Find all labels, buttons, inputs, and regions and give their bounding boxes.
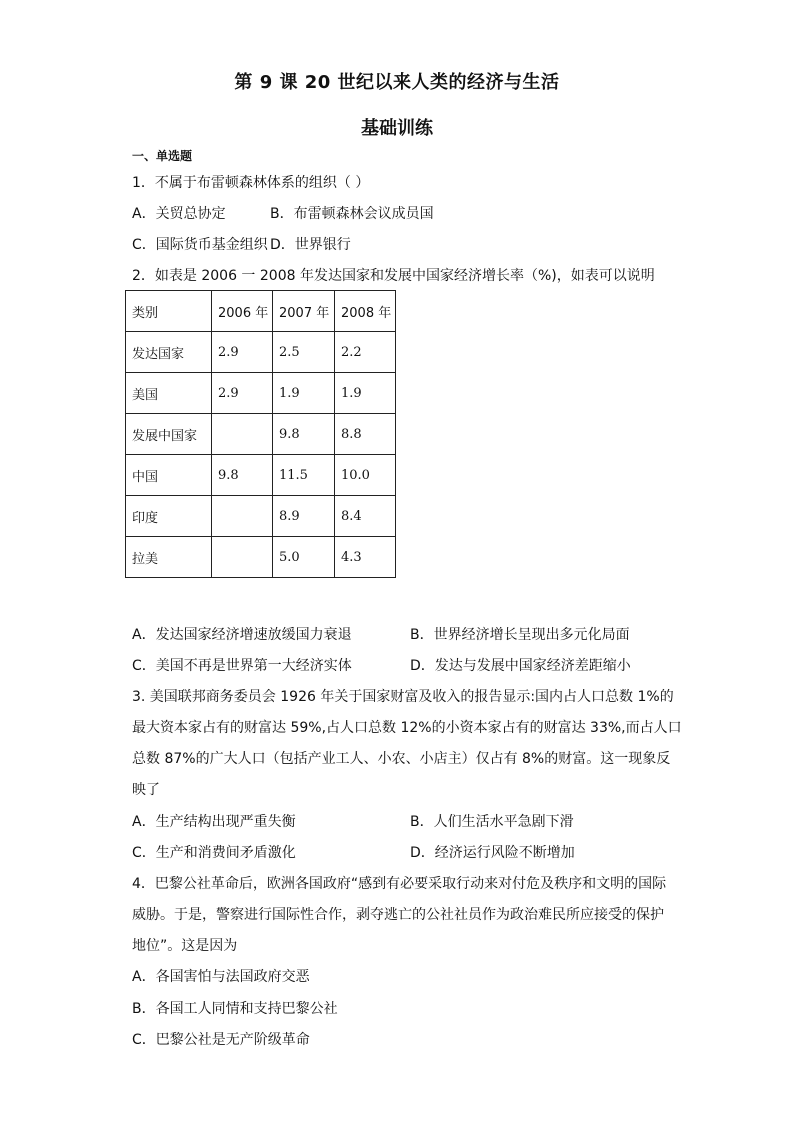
table-cell: 1.9 — [335, 373, 396, 414]
table-cell: 拉美 — [126, 537, 212, 578]
table-cell: 1.9 — [273, 373, 335, 414]
table-cell: 印度 — [126, 496, 212, 537]
q3-stem-line: 最大资本家占有的财富达 59%,占人口总数 12%的小资本家占有的财富达 33%,而占人口 — [132, 720, 682, 736]
table-cell: 美国 — [126, 373, 212, 414]
table-cell: 9.8 — [212, 455, 273, 496]
q3-option-c: C．生产和消费间矛盾激化 — [132, 845, 296, 861]
q4-stem-line: 4．巴黎公社革命后，欧洲各国政府“感到有必要采取行动来对付危及秩序和文明的国际 — [132, 876, 667, 892]
q2-option-d: D．发达与发展中国家经济差距缩小 — [410, 658, 631, 674]
q3-option-d: D．经济运行风险不断增加 — [410, 845, 575, 861]
table-cell: 2.2 — [335, 332, 396, 373]
table-cell: 5.0 — [273, 537, 335, 578]
table-cell: 中国 — [126, 455, 212, 496]
q2-option-a: A．发达国家经济增速放缓国力衰退 — [132, 627, 352, 643]
table-row — [126, 496, 396, 537]
table-cell — [212, 496, 273, 537]
q4-stem-line: 地位”。这是因为 — [132, 938, 238, 954]
q3-option-b: B．人们生活水平急剧下滑 — [410, 814, 574, 830]
table-cell — [212, 414, 273, 455]
table-header-cell: 类别 — [126, 291, 212, 332]
q4-option-c: C．巴黎公社是无产阶级革命 — [132, 1032, 310, 1048]
table-cell — [212, 537, 273, 578]
q1-option-a: A．关贸总协定 — [132, 206, 226, 222]
table-cell: 11.5 — [273, 455, 335, 496]
q2-option-c: C．美国不再是世界第一大经济实体 — [132, 658, 352, 674]
table-header-row — [126, 291, 396, 332]
page-title: 第 9 课 20 世纪以来人类的经济与生活 — [234, 72, 560, 93]
q1-stem: 1．不属于布雷顿森林体系的组织（ ） — [132, 175, 370, 191]
table-header-cell: 2006 年 — [212, 291, 273, 332]
table-header-cell: 2007 年 — [273, 291, 335, 332]
q2-stem: 2．如表是 2006 一 2008 年发达国家和发展中国家经济增长率（%)，如表可以说明 — [132, 268, 655, 284]
table-header-cell: 2008 年 — [335, 291, 396, 332]
q4-stem-line: 威胁。于是，警察进行国际性合作，剥夺逃亡的公社社员作为政治难民所应接受的保护 — [132, 907, 664, 923]
table-cell: 9.8 — [273, 414, 335, 455]
q3-stem-line: 映了 — [132, 782, 160, 798]
q3-stem-line: 总数 87%的广大人口（包括产业工人、小农、小店主）仅占有 8%的财富。这一现象反 — [132, 751, 671, 767]
q4-option-a: A．各国害怕与法国政府交恶 — [132, 969, 310, 985]
table-cell: 10.0 — [335, 455, 396, 496]
table-row — [126, 537, 396, 578]
growth-rate-table — [125, 290, 396, 578]
q3-option-a: A．生产结构出现严重失衡 — [132, 814, 296, 830]
table-cell: 发展中国家 — [126, 414, 212, 455]
page-subtitle: 基础训练 — [361, 118, 433, 139]
table-cell: 发达国家 — [126, 332, 212, 373]
table-cell: 2.9 — [212, 373, 273, 414]
table-cell: 2.9 — [212, 332, 273, 373]
q4-option-b: B．各国工人同情和支持巴黎公社 — [132, 1001, 338, 1017]
q3-stem-line: 3. 美国联邦商务委员会 1926 年关于国家财富及收入的报告显示:国内占人口总数 1%的 — [132, 689, 674, 705]
table-row — [126, 414, 396, 455]
q2-option-b: B．世界经济增长呈现出多元化局面 — [410, 627, 630, 643]
table-cell: 2.5 — [273, 332, 335, 373]
q1-option-c: C．国际货币基金组织 — [132, 237, 268, 253]
table-row — [126, 455, 396, 496]
table-cell: 4.3 — [335, 537, 396, 578]
table-cell: 8.4 — [335, 496, 396, 537]
table-cell: 8.9 — [273, 496, 335, 537]
table-row — [126, 332, 396, 373]
table-row — [126, 373, 396, 414]
table-cell: 8.8 — [335, 414, 396, 455]
q1-option-b: B．布雷顿森林会议成员国 — [270, 206, 434, 222]
q1-option-d: D．世界银行 — [270, 237, 351, 253]
section-heading: 一、单选题 — [132, 149, 193, 163]
